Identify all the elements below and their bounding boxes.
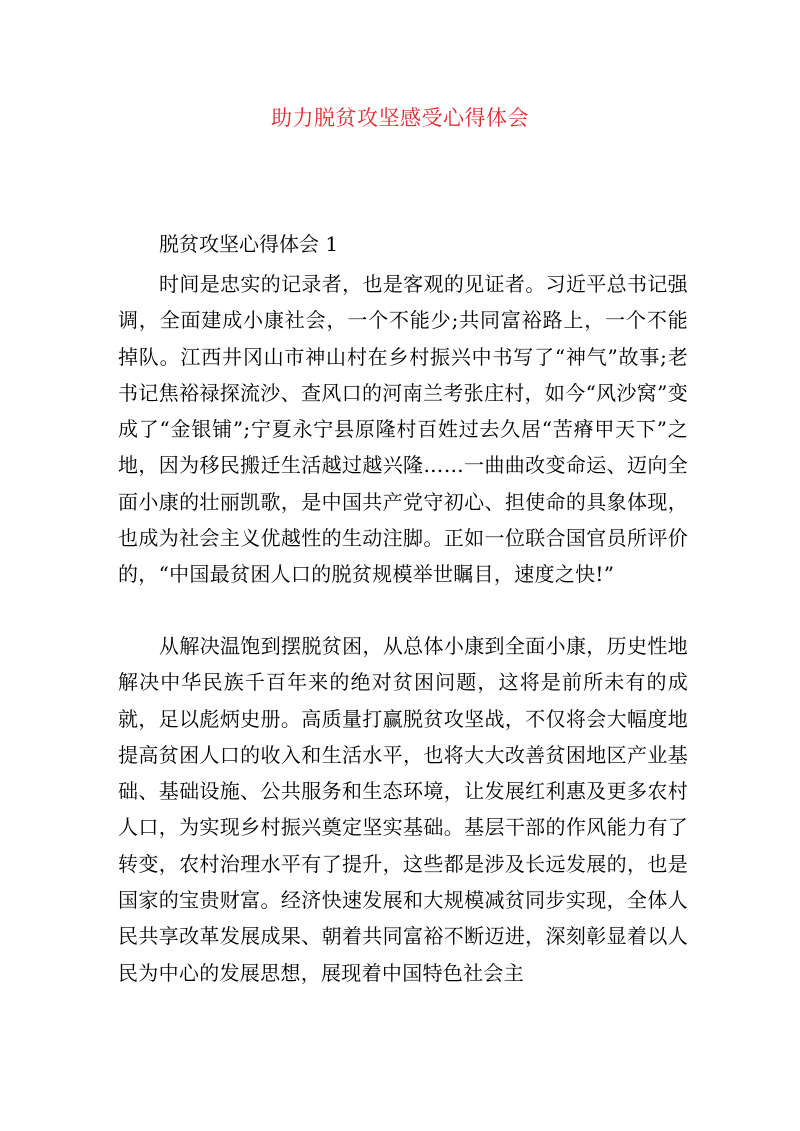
body-paragraph-1: 时间是忠实的记录者，也是客观的见证者。习近平总书记强调，全面建成小康社会，一个不能少;共同富裕路上，一个不能掉队。江西井冈山市神山村在乡村振兴中书写了“神气”故事;老书记焦裕禄探流沙、查风口的河南兰考张庄村，如今“风沙窝”变成了“金银铺”;宁夏永宁县原隆村百姓过去久居“苦瘠甲天下”之地，因为移民搬迁生活越过越兴隆……一曲曲改变命运、迈向全面小康的壮丽凯歌，是中国共产党守初心、担使命的具象体现，也成为社会主义优越性的生动注脚。正如一位联合国官员所评价的，“中国最贫困人口的脱贫规模举世瞩目，速度之快!”: [118, 272, 688, 587]
section-heading: 脱贫攻坚心得体会 1: [159, 232, 339, 256]
document-title: 助力脱贫攻坚感受心得体会: [271, 106, 529, 130]
body-paragraph-2: 从解决温饱到摆脱贫困，从总体小康到全面小康，历史性地解决中华民族千百年来的绝对贫困问题，这将是前所未有的成就，足以彪炳史册。高质量打赢脱贫攻坚战，不仅将会大幅度地提高贫困人口的收入和生活水平，也将大大改善贫困地区产业基础、基础设施、公共服务和生态环境，让发展红利惠及更多农村人口，为实现乡村振兴奠定坚实基础。基层干部的作风能力有了转变，农村治理水平有了提升，这些都是涉及长远发展的，也是国家的宝贵财富。经济快速发展和大规模减贫同步实现，全体人民共享改革发展成果、朝着共同富裕不断迈进，深刻彰显着以人民为中心的发展思想，展现着中国特色社会主: [118, 634, 688, 985]
